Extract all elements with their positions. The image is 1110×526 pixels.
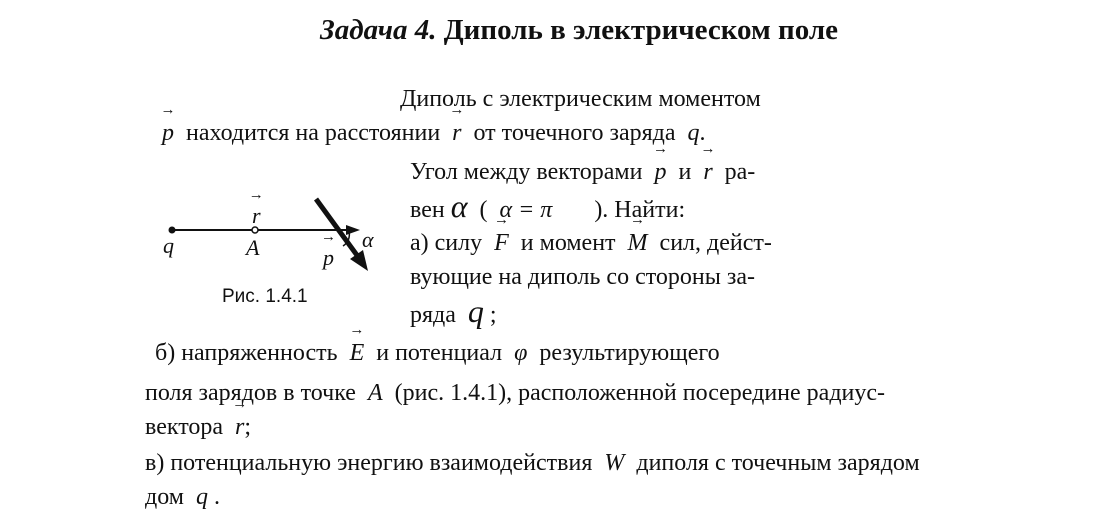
text-line-8 xyxy=(155,338,720,368)
point-A: A xyxy=(367,380,383,406)
text-fragment: ряда xyxy=(410,302,456,328)
text-fragment: а) силу xyxy=(410,230,483,256)
vector-p: → p xyxy=(654,157,666,187)
text-line-12 xyxy=(145,482,220,512)
radius-vector-arrowhead xyxy=(346,225,360,235)
text-fragment: вующие на диполь со стороны за- xyxy=(410,264,755,290)
text-fragment: и потенциал xyxy=(376,340,503,366)
text-line-2 xyxy=(162,118,706,148)
potential-phi: φ xyxy=(514,340,528,366)
text-fragment: ра- xyxy=(724,159,756,185)
text-line-6 xyxy=(410,262,755,292)
text-fragment: ). Найти: xyxy=(594,197,686,223)
vector-E: → E xyxy=(350,338,365,368)
text-line-10 xyxy=(145,412,251,442)
vector-r: → r xyxy=(703,157,712,187)
figure-label-p: → p xyxy=(323,245,334,271)
text-fragment: Диполь с электрическим моментом xyxy=(400,86,761,112)
vector-F: → F xyxy=(494,228,509,258)
figure-label-q: q xyxy=(163,233,174,258)
charge-q: q xyxy=(195,484,208,510)
angle-alpha: α xyxy=(450,188,468,224)
text-fragment: ; xyxy=(244,414,252,440)
vector-r: → r xyxy=(235,412,244,442)
text-line-3 xyxy=(410,157,755,187)
figure-dipole xyxy=(160,185,400,280)
text-fragment: ; xyxy=(489,302,497,328)
text-fragment: в) потенциальную энергию взаимодействия xyxy=(145,450,593,476)
text-fragment: вектора xyxy=(145,414,224,440)
text-fragment: сил, дейст- xyxy=(659,230,772,256)
angle-value: α = π xyxy=(499,197,553,223)
vector-M: → M xyxy=(628,228,648,258)
text-fragment: Угол между векторами xyxy=(410,159,643,185)
text-fragment: диполя с точечным зарядом xyxy=(636,450,920,476)
text-fragment: (рис. 1.4.1), расположенной посередине радиус- xyxy=(394,380,886,406)
text-line-7 xyxy=(410,293,497,330)
vector-p: → p xyxy=(162,118,174,148)
figure-caption: Рис. 1.4.1 xyxy=(222,286,308,307)
task-number: Задача 4. xyxy=(320,14,437,46)
energy-W: W xyxy=(604,450,625,476)
text-line-11 xyxy=(145,448,920,478)
text-fragment: и xyxy=(678,159,692,185)
text-fragment: от точечного заряда xyxy=(473,120,676,146)
text-fragment: дом xyxy=(145,484,184,510)
text-fragment: результирующего xyxy=(539,340,720,366)
figure-label-alpha: α xyxy=(362,227,374,252)
text-fragment: . xyxy=(213,484,220,510)
text-line-5 xyxy=(410,228,772,258)
figure-label-A: A xyxy=(246,235,260,260)
text-fragment: вен xyxy=(410,197,445,223)
text-line-9 xyxy=(145,378,885,408)
task-name: Диполь в электрическом поле xyxy=(443,14,838,46)
charge-q: q xyxy=(687,120,700,146)
text-fragment: . xyxy=(699,120,706,146)
charge-q: q xyxy=(467,293,484,329)
text-fragment: ( xyxy=(479,197,488,223)
figure-label-r: → r xyxy=(252,203,261,229)
vector-r: → r xyxy=(452,118,461,148)
text-fragment: находится на расстоянии xyxy=(186,120,441,146)
text-fragment: поля зарядов в точке xyxy=(145,380,356,406)
text-fragment: и момент xyxy=(520,230,616,256)
text-fragment: б) напряженность xyxy=(155,340,338,366)
problem-title xyxy=(320,14,838,47)
